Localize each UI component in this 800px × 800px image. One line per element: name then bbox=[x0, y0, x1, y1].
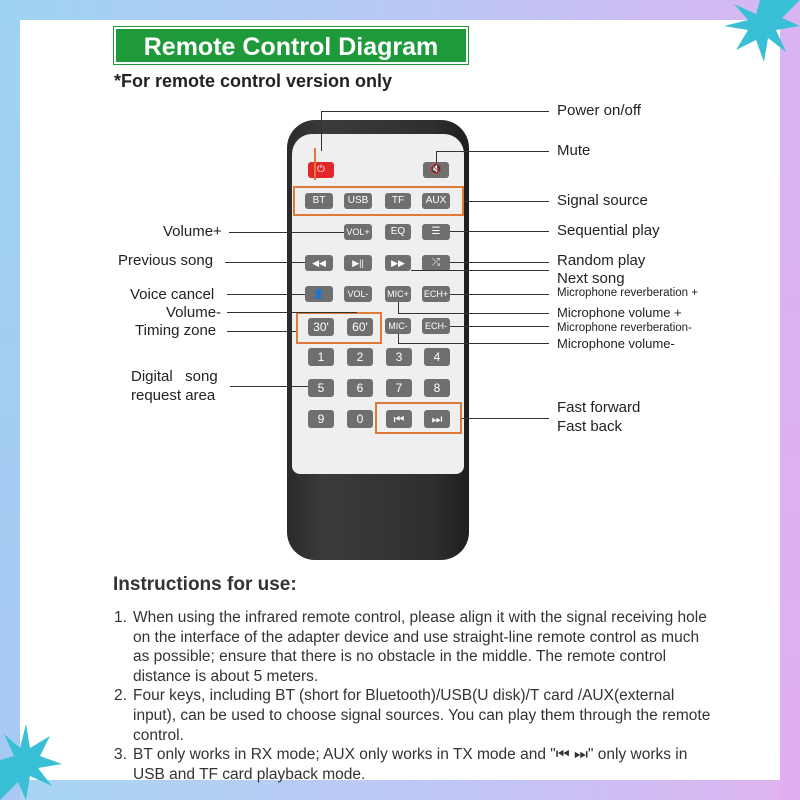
random-play-button[interactable] bbox=[422, 255, 450, 271]
label-mic-volume-plus: Microphone volume + bbox=[557, 305, 682, 320]
frame-right-border bbox=[780, 0, 800, 800]
mute-vertical-line bbox=[436, 151, 437, 163]
instruction-item-2 bbox=[114, 686, 714, 745]
instruction-number: 1. bbox=[114, 609, 127, 626]
volume-plus-button[interactable]: VOL+ bbox=[344, 224, 372, 240]
mute-line bbox=[436, 151, 549, 152]
mic-reverb-plus-line bbox=[450, 294, 549, 295]
mute-icon: 🔇 bbox=[429, 164, 443, 175]
digit-5-button[interactable]: 5 bbox=[308, 379, 334, 397]
digit-0-button[interactable]: 0 bbox=[347, 410, 373, 428]
previous-song-button[interactable] bbox=[305, 255, 333, 271]
digit-1-button[interactable]: 1 bbox=[308, 348, 334, 366]
mic-minus-button[interactable]: MIC- bbox=[385, 318, 411, 334]
skip-forward-icon: ⏭ bbox=[431, 412, 443, 426]
power-vertical-line bbox=[321, 111, 322, 151]
sequential-play-line bbox=[450, 231, 549, 232]
label-mic-volume-minus: Microphone volume- bbox=[557, 336, 675, 351]
aux-button[interactable]: AUX bbox=[422, 193, 450, 209]
shuffle-icon: ⤮ bbox=[432, 257, 440, 268]
forward-icon: ▶▶ bbox=[391, 258, 405, 268]
starburst-top-right bbox=[720, 0, 800, 80]
tf-button[interactable]: TF bbox=[385, 193, 411, 209]
frame-left-border bbox=[0, 0, 20, 800]
voice-cancel-button[interactable] bbox=[305, 286, 333, 302]
instruction-number: 3. bbox=[114, 746, 127, 764]
label-timing-zone: Timing zone bbox=[135, 322, 217, 339]
play-pause-button[interactable] bbox=[344, 255, 372, 271]
instruction-item-1 bbox=[114, 608, 714, 686]
label-fast-back: Fast back bbox=[557, 418, 623, 435]
list-icon: ☰ bbox=[431, 226, 441, 237]
eq-button[interactable]: EQ bbox=[385, 224, 411, 240]
label-mic-reverb-plus: Microphone reverberation + bbox=[557, 287, 698, 299]
play-pause-icon: ▶|| bbox=[352, 258, 364, 268]
digital-song-line bbox=[230, 386, 308, 387]
digit-3-button[interactable]: 3 bbox=[386, 348, 412, 366]
echo-minus-button[interactable]: ECH- bbox=[422, 318, 450, 334]
frame-top-border bbox=[0, 0, 800, 20]
digit-8-button[interactable]: 8 bbox=[424, 379, 450, 397]
skip-back-icon: ⏮ bbox=[393, 412, 405, 426]
instruction-text: BT only works in RX mode; AUX only works in TX mode and "⏮ ⏭" only works in USB and TF card playback mode. bbox=[133, 746, 688, 783]
instruction-number: 2. bbox=[114, 687, 127, 705]
instruction-item-3 bbox=[114, 745, 714, 784]
mic-volume-minus-line bbox=[398, 343, 549, 344]
next-song-line bbox=[411, 270, 549, 271]
label-voice-cancel: Voice cancel bbox=[130, 286, 215, 303]
label-mute: Mute bbox=[557, 142, 591, 159]
mute-button[interactable] bbox=[423, 162, 449, 178]
echo-plus-button[interactable]: ECH+ bbox=[422, 286, 450, 302]
diagram-subtitle: *For remote control version only bbox=[114, 71, 393, 91]
random-play-line bbox=[450, 262, 549, 263]
mic-reverb-minus-line bbox=[450, 326, 549, 327]
volume-minus-button[interactable]: VOL- bbox=[344, 286, 372, 302]
digit-4-button[interactable]: 4 bbox=[424, 348, 450, 366]
timer-30-button[interactable]: 30' bbox=[308, 318, 334, 336]
instruction-text: Four keys, including BT (short for Bluetooth)/USB(U disk)/T card /AUX(external input), can be used to choose signal sources. You can play them through the remote control. bbox=[133, 687, 711, 744]
label-previous-song: Previous song bbox=[118, 252, 214, 269]
diagram-title: Remote Control Diagram bbox=[114, 27, 468, 64]
timing-zone-highlight bbox=[296, 312, 382, 344]
instructions-heading: Instructions for use: bbox=[113, 574, 297, 595]
signal-source-line bbox=[464, 201, 549, 202]
instruction-text: When using the infrared remote control, please align it with the signal receiving hole on the interface of the adapter device and use straight-line remote control as much as possible; ensure that there is no obstacle in the middle. The remote control distance is about 5 meters. bbox=[133, 609, 707, 685]
label-next-song: Next song bbox=[557, 270, 625, 287]
power-line bbox=[321, 111, 549, 112]
instructions-list bbox=[114, 608, 714, 784]
voice-cancel-line bbox=[227, 294, 305, 295]
digit-9-button[interactable]: 9 bbox=[308, 410, 334, 428]
digit-7-button[interactable]: 7 bbox=[386, 379, 412, 397]
timing-zone-line bbox=[227, 331, 296, 332]
volume-plus-line bbox=[229, 232, 344, 233]
digit-2-button[interactable]: 2 bbox=[347, 348, 373, 366]
previous-song-line bbox=[225, 262, 305, 263]
label-volume-plus: Volume+ bbox=[163, 223, 222, 240]
usb-button[interactable]: USB bbox=[344, 193, 372, 209]
label-sequential-play: Sequential play bbox=[557, 222, 660, 239]
label-power: Power on/off bbox=[557, 102, 641, 119]
person-icon: 👤 bbox=[313, 289, 325, 299]
label-random-play: Random play bbox=[557, 252, 646, 269]
label-digital-song-line2: request area bbox=[131, 387, 216, 404]
next-song-button[interactable] bbox=[385, 255, 411, 271]
volume-minus-line bbox=[227, 312, 357, 313]
power-icon: ⏻ bbox=[317, 164, 325, 175]
mic-volume-plus-line bbox=[398, 313, 549, 314]
sequential-play-button[interactable] bbox=[422, 224, 450, 240]
fast-skip-highlight bbox=[375, 402, 462, 434]
signal-source-highlight bbox=[293, 186, 464, 216]
label-digital-song-line1: Digital song bbox=[131, 368, 218, 385]
bt-button[interactable]: BT bbox=[305, 193, 333, 209]
rewind-icon: ◀◀ bbox=[312, 258, 326, 268]
label-mic-reverb-minus: Microphone reverberation- bbox=[557, 322, 692, 334]
fast-skip-line bbox=[462, 418, 549, 419]
digit-6-button[interactable]: 6 bbox=[347, 379, 373, 397]
label-volume-minus: Volume- bbox=[166, 304, 222, 321]
power-highlight bbox=[314, 148, 338, 180]
label-fast-forward: Fast forward bbox=[557, 399, 641, 416]
mic-volume-minus-vline bbox=[398, 334, 399, 343]
mic-plus-button[interactable]: MIC+ bbox=[385, 286, 411, 302]
label-signal-source: Signal source bbox=[557, 192, 648, 209]
timer-60-button[interactable]: 60' bbox=[347, 318, 373, 336]
starburst-bottom-left bbox=[0, 720, 80, 800]
